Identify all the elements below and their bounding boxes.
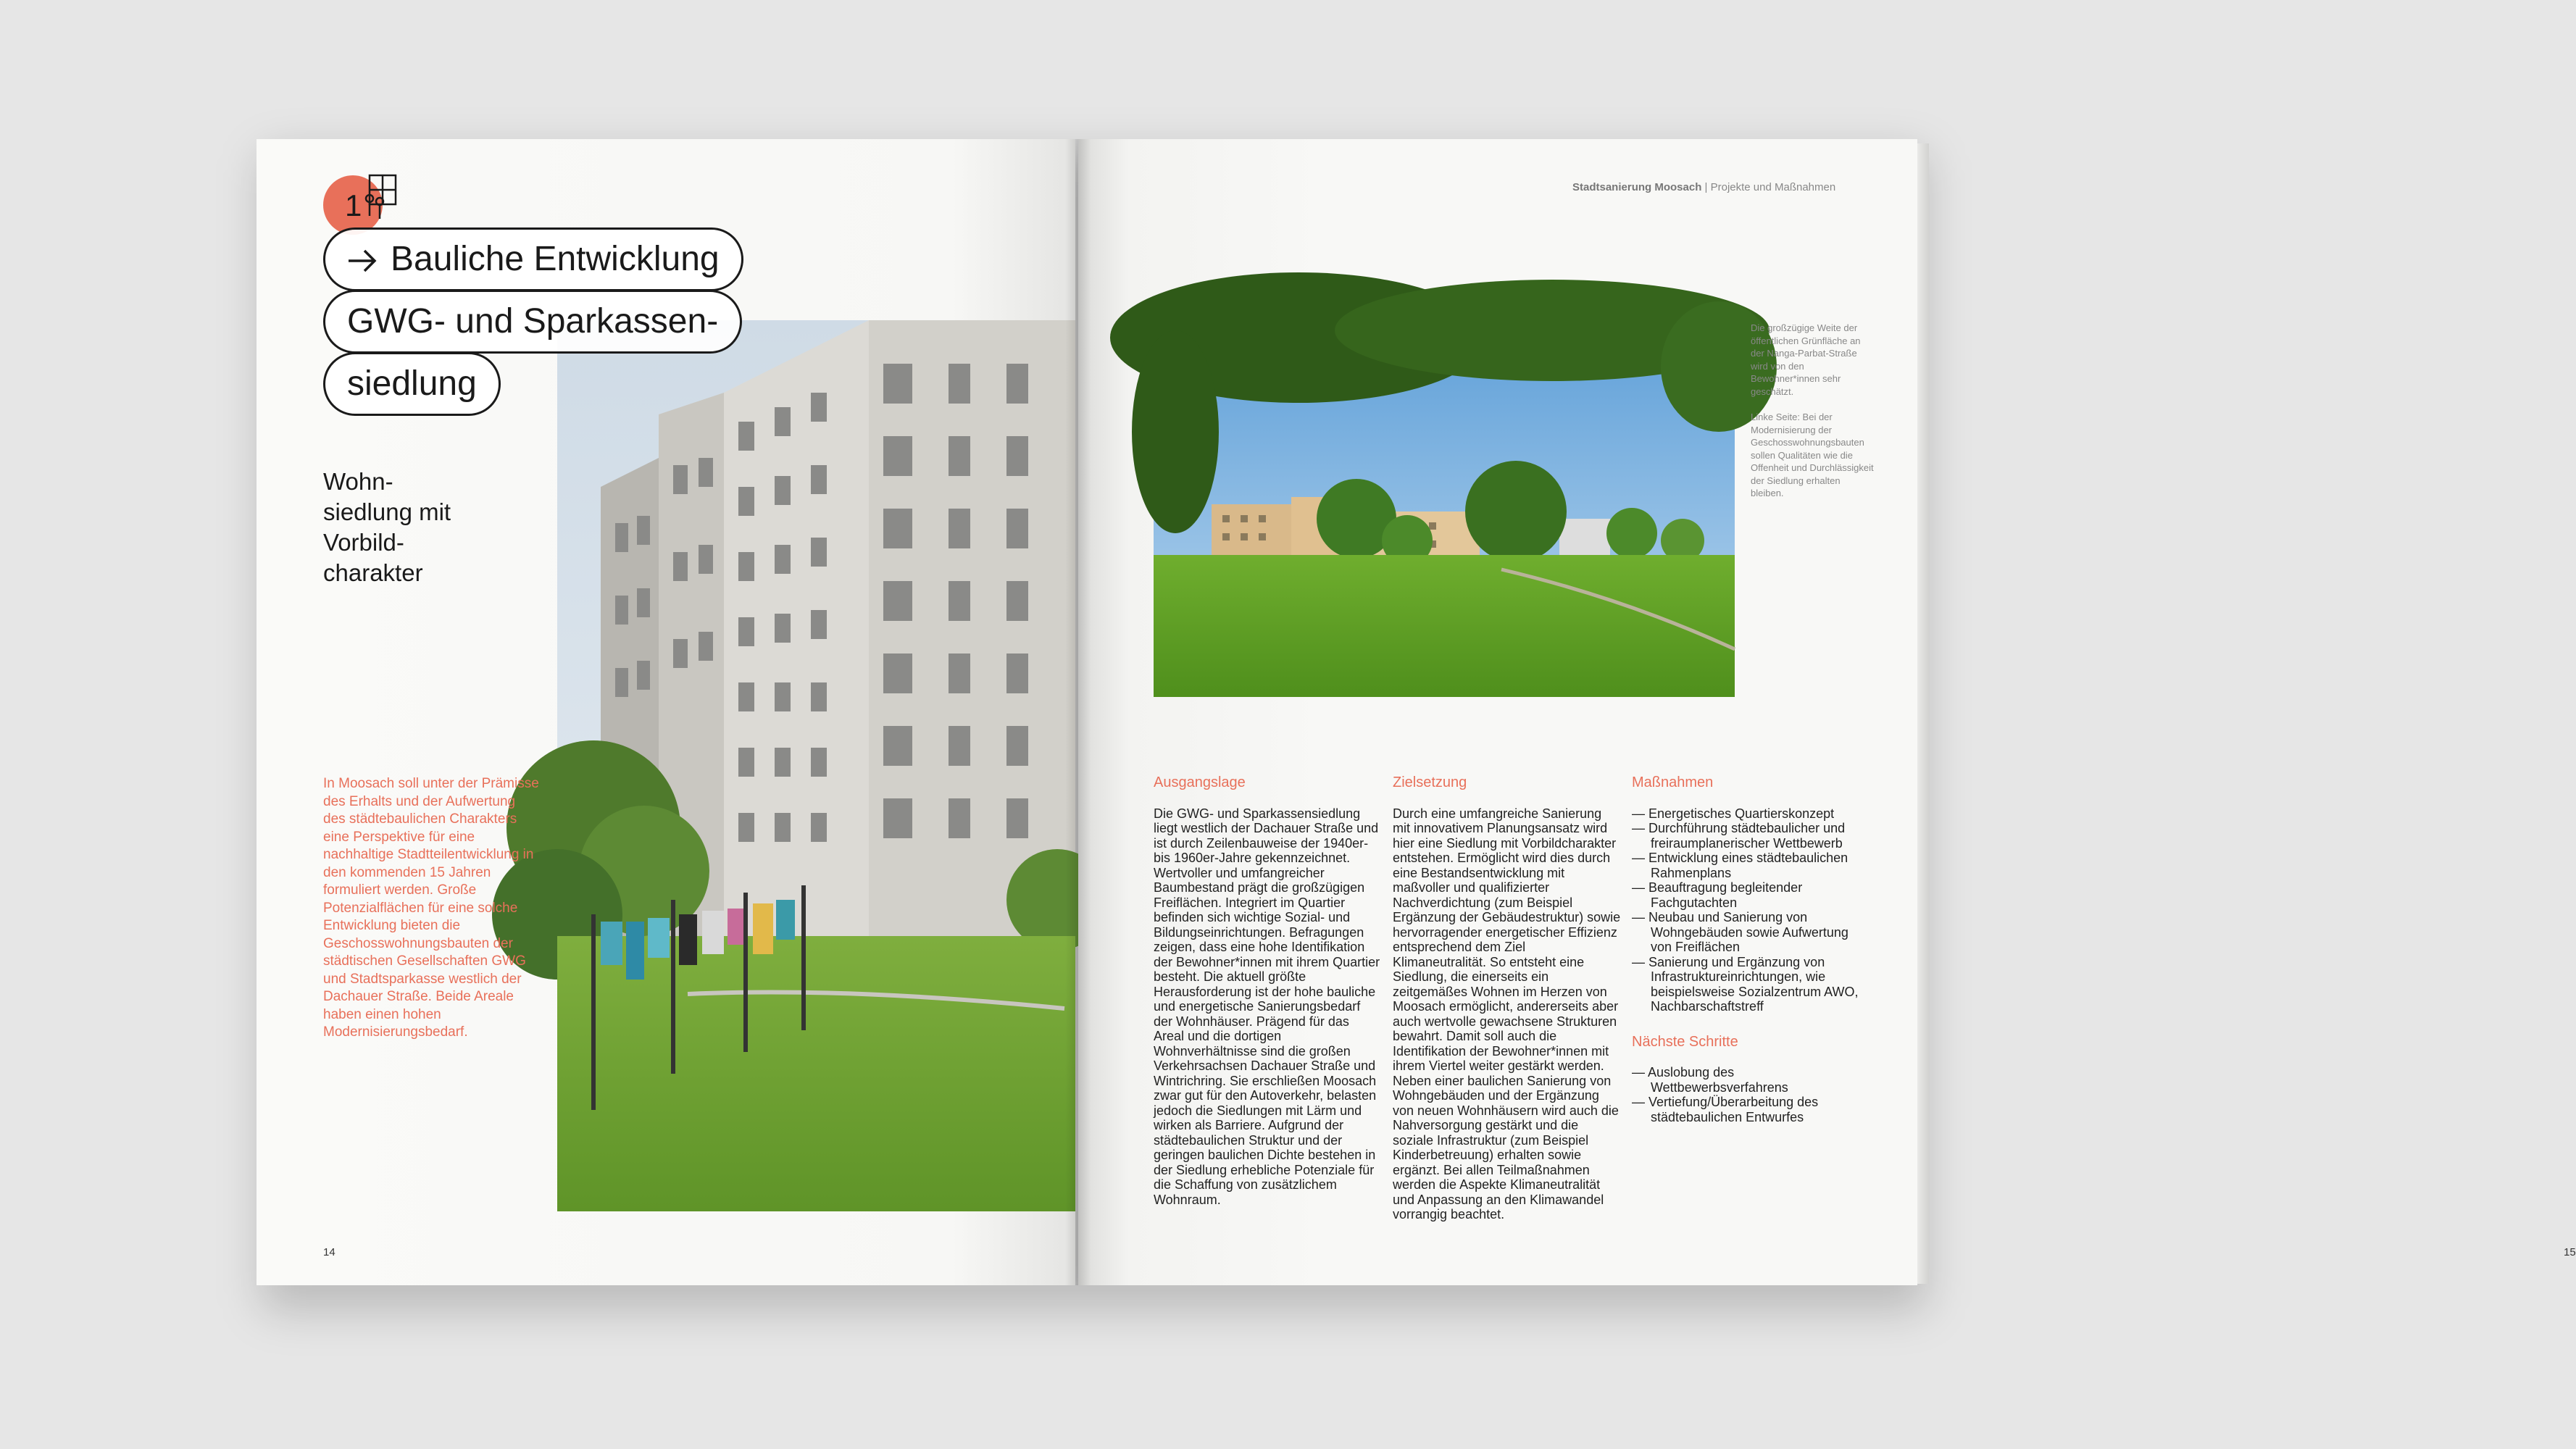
page-number-right: 15 xyxy=(2564,1246,2576,1258)
header-section: Stadtsanierung Moosach xyxy=(1572,181,1702,193)
page-stack-edge xyxy=(1917,143,1929,1284)
title-text-1: Bauliche Entwicklung xyxy=(391,240,720,278)
intro-text: In Moosach soll unter der Prämisse des Erhalts und der Aufwertung des städtebaulichen Charakters eine Perspektive für eine nachhaltige Stadtteilentwicklung in den kommenden 15 Jahren formuliert werden. Große Potenzialflächen für eine solche Entwicklung bieten die Geschosswohnungsbauten der städtischen Gesellschaften GWG und Stadtsparkasse westlich der Dachauer Straße. Beide Areale haben einen hohen Modernisierungsbedarf. xyxy=(323,776,539,1040)
list-item: — Neubau und Sanierung von Wohngebäuden sowie Aufwertung von Freiflächen xyxy=(1632,910,1860,955)
list-item: — Entwicklung eines städtebaulichen Rahmenplans xyxy=(1632,851,1860,880)
list-item: — Sanierung und Ergänzung von Infrastruktureinrichtungen, wie beispielsweise Sozialzentrum AWO, Nachbarschaftstreff xyxy=(1632,955,1860,1014)
park-illustration xyxy=(1154,323,1735,697)
column-text: Durch eine umfangreiche Sanierung mit innovativem Planungsansatz wird hier eine Siedlung mit Vorbildcharakter entstehen. Ermöglicht wird dies durch eine Bestandsentwicklung mit maßvoller und qualifizierter Nachverdichtung (zum Beispiel Ergänzung der Gebäudestruktur) sowie hervorragender energetischer Effizienz entsprechend dem Ziel Klimaneutralität. So entsteht eine Siedlung, die einerseits ein zeitgemäßes Wohnen im Herzen von Moosach ermöglicht, andererseits aber auch wertvolle gewachsene Strukturen bewahrt. Damit soll auch die Identifikation der Bewohner*innen mit ihrem Viertel weiter gestärkt werden. Neben einer baulichen Sanierung von Wohngebäuden und der Ergänzung von neuen Wohnhäusern wird auch die Nahversorgung gestärkt und die soziale Infrastruktur (zum Beispiel Kinderbetreuung) erhalten sowie ergänzt. Bei allen Teilmaßnahmen werden die Aspekte Klimaneutralität und Anpassung an den Klimawandel vorrangig beachtet. xyxy=(1393,806,1621,1222)
caption-2: Linke Seite: Bei der Modernisierung der Geschosswohnungsbauten sollen Qualitäten wie die Offenheit und Durchlässigkeit der Siedlung erhalten bleiben. xyxy=(1751,412,1874,498)
column-heading: Ausgangslage xyxy=(1154,774,1246,790)
title-line-1 xyxy=(323,227,743,291)
list-item: — Durchführung städtebaulicher und freiraumplanerischer Wettbewerb xyxy=(1632,821,1860,851)
list-item: — Beauftragung begleitender Fachgutachten xyxy=(1632,880,1860,910)
header-subsection: Projekte und Maßnahmen xyxy=(1710,181,1836,193)
next-steps-list xyxy=(1632,1065,1860,1124)
column-heading: Maßnahmen xyxy=(1632,774,1714,790)
badge-number: 1 xyxy=(345,188,362,222)
building-illustration xyxy=(557,320,1075,1211)
subtitle xyxy=(323,467,541,588)
building-photo xyxy=(557,320,1075,1211)
list-item: — Auslobung des Wettbewerbsverfahrens xyxy=(1632,1065,1860,1095)
subtitle-line: siedlung mit xyxy=(323,498,451,525)
column-text: Die GWG- und Sparkassensiedlung liegt westlich der Dachauer Straße und ist durch Zeilenbauweise der 1940er- bis 1960er-Jahre gekennzeichnet. Wertvoller und umfangreicher Baumbestand prägt die großzügigen Freiflächen. Integriert im Quartier befinden sich wichtige Sozial- und Bildungseinrichtungen. Befragungen zeigen, dass eine hohe Identifikation der Bewohner*innen mit ihrem Quartier besteht. Die aktuell größte Herausforderung ist der hohe bauliche und energetische Sanierungsbedarf der Wohnhäuser. Prägend für das Areal und die dortigen Wohnverhältnisse sind die großen Verkehrsachsen Dachauer Straße und Wintrichring. Sie erschließen Moosach zwar gut für den Autoverkehr, belasten jedoch die Siedlungen mit Lärm und wirken als Barriere. Aufgrund der städtebaulichen Struktur und der geringen baulichen Dichte bestehen in der Siedlung erhebliche Potenziale für die Schaffung von zusätzlichem Wohnraum. xyxy=(1154,806,1380,1207)
column-massnahmen xyxy=(1632,775,1860,1124)
park-photo xyxy=(1154,323,1735,697)
caption-1: Die großzügige Weite der öffentlichen Grünfläche an der Nanga-Parbat-Straße wird von den Bewohner*innen sehr geschätzt. xyxy=(1751,322,1861,397)
header-separator: | xyxy=(1704,181,1708,193)
page-number-left: 14 xyxy=(323,1246,335,1258)
subtitle-line: Vorbild- xyxy=(323,529,404,556)
list-item: — Energetisches Quartierskonzept xyxy=(1632,806,1860,822)
column-ausgangslage xyxy=(1154,775,1382,1207)
arrow-right-icon xyxy=(347,248,378,274)
measures-list xyxy=(1632,806,1860,1014)
spine-gutter xyxy=(1065,139,1091,1285)
photo-caption xyxy=(1751,322,1874,513)
left-page xyxy=(257,139,1075,1285)
right-page xyxy=(1078,139,2576,1285)
list-item: — Vertiefung/Überarbeitung des städtebaulichen Entwurfes xyxy=(1632,1095,1860,1124)
subtitle-line: charakter xyxy=(323,559,423,586)
column-zielsetzung xyxy=(1393,775,1621,1222)
column-heading: Zielsetzung xyxy=(1393,774,1467,790)
title-line-2 xyxy=(323,290,742,354)
chapter-badge xyxy=(323,172,396,230)
title-text-3: siedlung xyxy=(347,364,477,403)
next-steps-heading: Nächste Schritte xyxy=(1632,1033,1738,1050)
title-line-3 xyxy=(323,352,501,416)
title-text-2: GWG- und Sparkassen- xyxy=(347,302,719,341)
running-header xyxy=(1572,181,1835,193)
construction-people-icon xyxy=(362,172,399,223)
subtitle-line: Wohn- xyxy=(323,468,393,495)
